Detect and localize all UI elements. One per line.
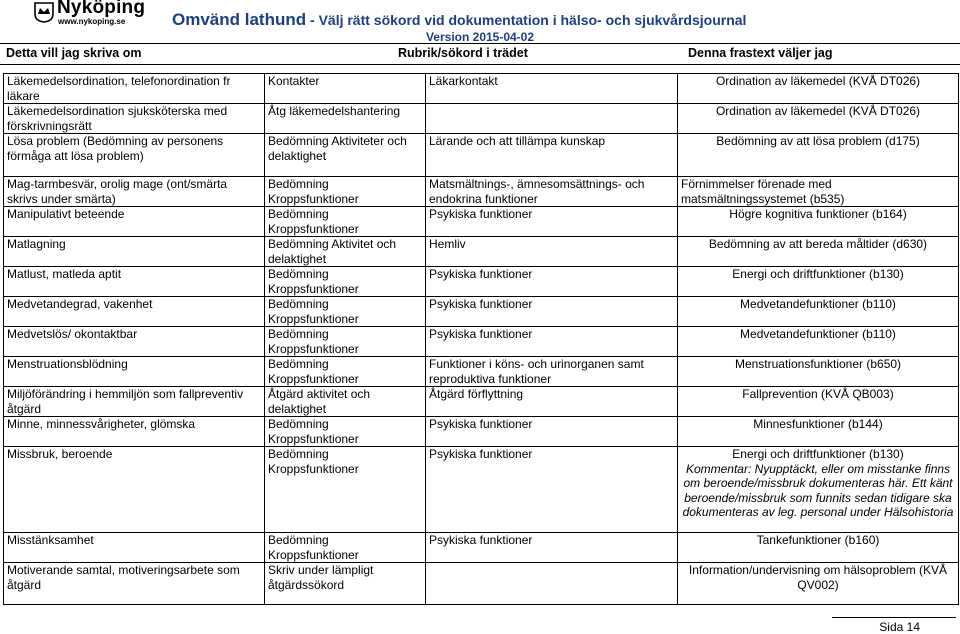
table-row [4,533,959,563]
cell-heading: Bedömning Kroppsfunktioner [265,447,426,533]
cell-topic: Menstruationsblödning [4,357,265,387]
cell-heading: Bedömning Kroppsfunktioner [265,177,426,207]
cell-keyword: Psykiska funktioner [426,447,678,533]
cell-phrase: Bedömning av att lösa problem (d175) [678,134,959,177]
page-footer [832,617,956,634]
cell-topic: Motiverande samtal, motiveringsarbete som åtgärd [4,563,265,605]
cell-phrase: Bedömning av att bereda måltider (d630) [678,237,959,267]
cell-keyword: Läkarkontakt [426,74,678,104]
table-row [4,357,959,387]
cell-topic: Manipulativt beteende [4,207,265,237]
cell-topic: Läkemedelsordination, telefonordination fr läkare [4,74,265,104]
table-row [4,207,959,237]
table-row [4,387,959,417]
cell-keyword: Psykiska funktioner [426,533,678,563]
cell-keyword: Hemliv [426,237,678,267]
cell-heading: Åtg läkemedelshantering [265,104,426,134]
cell-topic: Mag-tarmbesvär, orolig mage (ont/smärta skrivs under smärta) [4,177,265,207]
cell-heading: Bedömning Kroppsfunktioner [265,207,426,237]
cell-heading: Bedömning Aktiviteter och delaktighet [265,134,426,177]
title-sub: - Välj rätt sökord vid dokumentation i hälso- och sjukvårdsjournal [306,12,747,28]
cell-heading: Bedömning Kroppsfunktioner [265,327,426,357]
table-row [4,297,959,327]
cell-phrase: Medvetandefunktioner (b110) [678,297,959,327]
cell-topic: Matlagning [4,237,265,267]
table-row [4,74,959,104]
table-row [4,104,959,134]
cell-phrase: Medvetandefunktioner (b110) [678,327,959,357]
cell-keyword [426,563,678,605]
cell-keyword: Funktioner i köns- och urinorganen samt reproduktiva funktioner [426,357,678,387]
column-header-2: Rubrik/sökord i trädet [398,46,528,60]
cell-phrase: Ordination av läkemedel (KVÅ DT026) [678,104,959,134]
cell-heading: Skriv under lämpligt åtgärdssökord [265,563,426,605]
cell-phrase: Fallprevention (KVÅ QB003) [678,387,959,417]
cell-phrase: Information/undervisning om hälsoproblem (KVÅ QV002) [678,563,959,605]
cell-topic: Lösa problem (Bedömning av personens förmåga att lösa problem) [4,134,265,177]
cell-phrase: Minnesfunktioner (b144) [678,417,959,447]
cell-heading: Bedömning Kroppsfunktioner [265,297,426,327]
page-number: Sida 14 [879,620,920,634]
table-row [4,237,959,267]
table-row [4,563,959,605]
cell-keyword: Psykiska funktioner [426,297,678,327]
cell-phrase: Tankefunktioner (b160) [678,533,959,563]
cell-topic: Minne, minnessvårigheter, glömska [4,417,265,447]
column-header-1: Detta vill jag skriva om [6,46,142,60]
logo-name: Nyköping [57,0,146,18]
cell-keyword: Psykiska funktioner [426,327,678,357]
table-row [4,134,959,177]
cell-topic: Medvetslös/ okontaktbar [4,327,265,357]
column-header-3: Denna frastext väljer jag [688,46,833,60]
cell-heading: Åtgärd aktivitet och delaktighet [265,387,426,417]
cell-heading: Bedömning Aktivitet och delaktighet [265,237,426,267]
lookup-table [3,73,959,605]
cell-phrase-text: Energi och driftfunktioner (b130) [732,447,904,461]
cell-keyword: Psykiska funktioner [426,267,678,297]
cell-topic: Misstänksamhet [4,533,265,563]
logo-url: www.nykoping.se [58,17,126,26]
cell-phrase: Förnimmelser förenade med matsmältningssystemet (b535) [678,177,959,207]
page-title [172,10,746,30]
nykoping-logo [33,1,153,27]
cell-heading: Bedömning Kroppsfunktioner [265,357,426,387]
version-label: Version 2015-04-02 [425,30,535,44]
title-main: Omvänd lathund [172,10,307,29]
table-row [4,417,959,447]
cell-keyword: Psykiska funktioner [426,417,678,447]
cell-keyword: Lärande och att tillämpa kunskap [426,134,678,177]
cell-phrase: Ordination av läkemedel (KVÅ DT026) [678,74,959,104]
cell-topic: Läkemedelsordination sjuksköterska med förskrivningsrätt [4,104,265,134]
cell-phrase: Högre kognitiva funktioner (b164) [678,207,959,237]
cell-heading: Bedömning Kroppsfunktioner [265,417,426,447]
cell-phrase: Menstruationsfunktioner (b650) [678,357,959,387]
cell-keyword: Åtgärd förflyttning [426,387,678,417]
cell-keyword: Psykiska funktioner [426,207,678,237]
table-row [4,447,959,533]
table-row [4,327,959,357]
table-row [4,267,959,297]
cell-phrase: Energi och driftfunktioner (b130) [678,267,959,297]
comment-note: Kommentar: Nyupptäckt, eller om misstanke finns om beroende/missbruk dokumenteras här. Ett känt beroende/missbruk som funnits sedan tidigare ska dokumenteras av leg. personal under Hälsohistoria [682,461,954,519]
cell-phrase [678,447,959,533]
cell-heading: Bedömning Kroppsfunktioner [265,267,426,297]
cell-topic: Missbruk, beroende [4,447,265,533]
cell-topic: Medvetandegrad, vakenhet [4,297,265,327]
table-row [4,177,959,207]
cell-topic: Matlust, matleda aptit [4,267,265,297]
column-header-bar [0,43,960,65]
cell-keyword [426,104,678,134]
cell-topic: Miljöförändring i hemmiljön som fallpreventiv åtgärd [4,387,265,417]
cell-keyword: Matsmältnings-, ämnesomsättnings- och endokrina funktioner [426,177,678,207]
cell-heading: Bedömning Kroppsfunktioner [265,533,426,563]
crown-icon [33,1,55,23]
cell-heading: Kontakter [265,74,426,104]
